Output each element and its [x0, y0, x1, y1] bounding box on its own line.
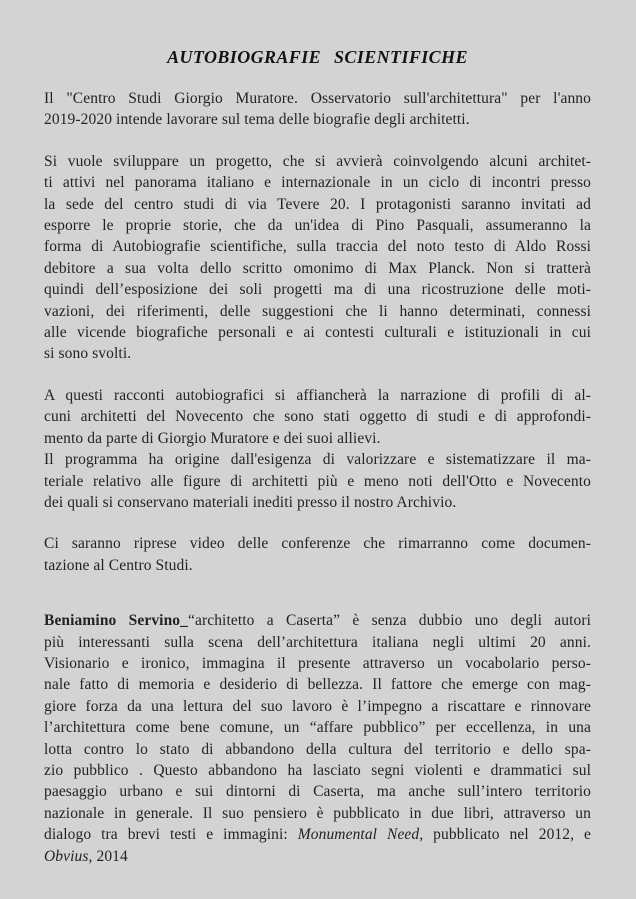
text-line [44, 449, 591, 470]
text-segment: Ci saranno riprese video delle conferenze che rimarranno come documen- [44, 535, 591, 553]
text-segment: cuni architetti del Novecento che sono stati oggetto di studi e di approfondi- [44, 408, 591, 426]
text-segment: Si vuole sviluppare un progetto, che si avvierà coinvolgendo alcuni architet- [44, 152, 591, 170]
text-line [44, 696, 591, 717]
text-line [44, 471, 591, 492]
text-line [44, 610, 591, 631]
text-segment: si sono svolti. [44, 345, 132, 363]
document-title: AUTOBIOGRAFIE SCIENTIFICHE [167, 47, 468, 67]
text-line [44, 846, 591, 867]
paragraph-profiles [44, 385, 591, 513]
text-segment: quindi dell’esposizione dei soli progetti ma di una ricostruzione delle moti- [44, 281, 591, 299]
text-line [44, 632, 591, 653]
text-segment: Il programma ha origine dall'esigenza di valorizzare e sistematizzare il ma- [44, 451, 591, 469]
text-segment: tazione al Centro Studi. [44, 556, 193, 574]
text-line [44, 88, 591, 109]
paragraph-intro [44, 88, 591, 131]
text-segment: “architetto a Caserta” è senza dubbio uno degli autori [188, 612, 592, 630]
paragraph-video [44, 533, 591, 576]
text-segment: Monumental Need, [297, 826, 424, 844]
text-segment: nazionale in generale. Il suo pensiero è pubblicato in due libri, attraverso un [44, 804, 591, 822]
text-segment: forma di Autobiografie scientifiche, sulla traccia del noto testo di Aldo Rossi [44, 238, 591, 256]
text-segment: teriale relativo alle figure di architetti più e meno noti dell'Otto e Novecento [44, 472, 591, 490]
text-line [44, 653, 591, 674]
text-line [44, 322, 591, 343]
text-segment: mento da parte di Giorgio Muratore e dei suoi allievi. [44, 429, 381, 447]
text-segment: paesaggio urbano e sui dintorni di Caserta, ma anche sull’intero territorio [44, 783, 591, 801]
text-line [44, 781, 591, 802]
paragraph-project [44, 151, 591, 365]
text-line [44, 428, 591, 449]
text-segment: lotta contro lo stato di abbandono della cultura del territorio e dello spa- [44, 740, 591, 758]
text-line [44, 803, 591, 824]
text-line [44, 674, 591, 695]
text-segment: vazioni, dei riferimenti, delle suggestioni che li hanno determinati, connessi [44, 302, 591, 320]
text-line [44, 760, 591, 781]
paragraph-beniamino-servino [44, 610, 591, 867]
text-segment: nale fatto di memoria e desiderio di bellezza. Il fattore che emerge con mag- [44, 676, 591, 694]
text-segment: zio pubblico . Questo abbandono ha lasciato segni violenti e drammatici sul [44, 761, 591, 779]
text-segment: l’architettura come bene comune, un “affare pubblico” per eccellenza, in una [44, 719, 591, 737]
text-segment: alle vicende biografiche personali e ai contesti culturali e istituzionali in cui [44, 324, 591, 342]
text-line [44, 717, 591, 738]
text-line [44, 215, 591, 236]
text-line [44, 236, 591, 257]
text-segment: dialogo tra brevi testi e immagini: [44, 826, 298, 844]
text-line [44, 739, 591, 760]
text-line [44, 555, 591, 576]
text-segment: la sede del centro studi di via Tevere 20. I protagonisti saranno invitati ad [44, 195, 591, 213]
text-line [44, 258, 591, 279]
text-line [44, 343, 591, 364]
text-line [44, 301, 591, 322]
text-line [44, 172, 591, 193]
text-line [44, 109, 591, 130]
text-line [44, 385, 591, 406]
text-segment: 2019-2020 intende lavorare sul tema delle biografie degli architetti. [44, 111, 470, 129]
text-segment: dei quali si conservano materiali inediti presso il nostro Archivio. [44, 493, 457, 511]
text-segment: Il "Centro Studi Giorgio Muratore. Osservatorio sull'architettura" per l'anno [44, 90, 591, 107]
text-segment: , 2014 [88, 847, 128, 865]
text-line [44, 492, 591, 513]
text-line [44, 824, 591, 845]
text-segment: Beniamino Servino_ [44, 612, 188, 630]
text-line [44, 151, 591, 172]
text-line [44, 533, 591, 554]
text-segment: giore forza da una lettura del suo lavoro è l’impegno a riscattare e rinnovare [44, 697, 591, 715]
text-segment: pubblicato nel 2012, e [423, 826, 592, 844]
text-segment: esporre le proprie storie, che da un'idea di Pino Pasquali, assumeranno la [44, 217, 591, 235]
text-segment: ti attivi nel panorama italiano e internazionale in un ciclo di incontri presso [44, 174, 591, 192]
text-segment: Obvius [44, 847, 89, 865]
text-segment: A questi racconti autobiografici si affiancherà la narrazione di profili di al- [44, 386, 591, 404]
text-segment: più interessanti sulla scena dell’architettura italiana negli ultimi 20 anni. [44, 633, 591, 651]
text-line [44, 406, 591, 427]
text-line [44, 279, 591, 300]
text-segment: Visionario e ironico, immagina il presente attraverso un vocabolario perso- [44, 654, 591, 672]
text-line [44, 194, 591, 215]
text-segment: debitore a sua volta dello scritto omonimo di Max Planck. Non si tratterà [44, 259, 591, 277]
